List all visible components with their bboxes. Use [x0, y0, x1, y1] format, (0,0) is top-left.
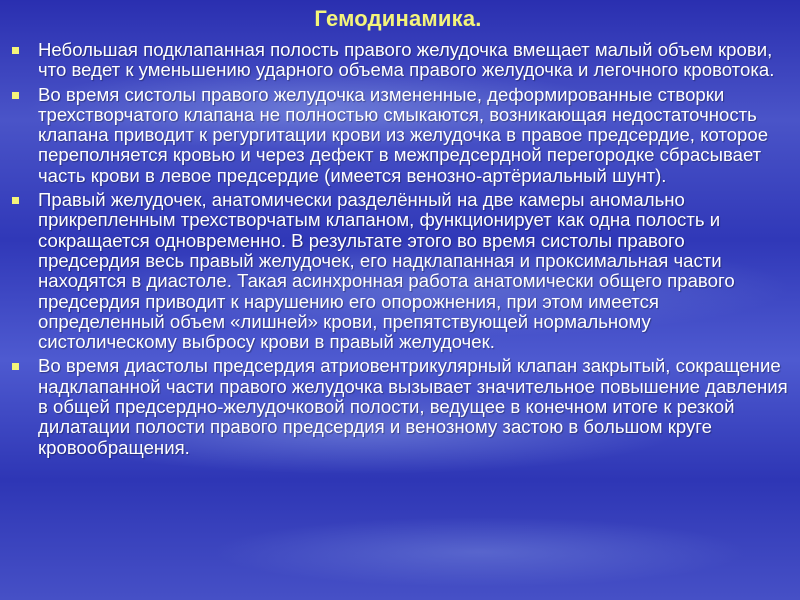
- bullet-text: Правый желудочек, анатомически разделённый на две камеры аномально прикрепленным трехстворчатым клапаном, функционирует как одна полость и сокращается одновременно. В результате этого во время систолы правого предсердия весь правый желудочек, его надклапанная и проксимальная части находятся в диастоле. Такая асинхронная работа анатомически общего правого предсердия приводит к нарушению его опорожнения, при этом имеется определенный объем «лишней» крови, препятствующей нормальному систолическому выбросу крови в правый желудочек.: [38, 189, 735, 353]
- bullet-item: [8, 190, 790, 352]
- slide-title: Гемодинамика.: [314, 6, 482, 31]
- bullet-item: [8, 356, 790, 457]
- bullet-text: Небольшая подклапанная полость правого желудочка вмещает малый объем крови, что ведет к уменьшению ударного объема правого желудочка и легочного кровотока.: [38, 39, 775, 81]
- square-bullet-icon: [12, 47, 19, 54]
- bullet-item: [8, 40, 790, 81]
- bullet-text: Во время систолы правого желудочка измененные, деформированные створки трехстворчатого клапана не полностью смыкаются, возникающая недостаточность клапана приводит к регургитации крови из желудочка в правое предсердие, которое переполняется кровью и через дефект в межпредсердной перегородке сбрасывает часть крови в левое предсердие (имеется венозно-артёриальный шунт).: [38, 83, 769, 186]
- bullet-item: [8, 85, 790, 186]
- bullet-list: [8, 40, 790, 462]
- square-bullet-icon: [12, 363, 19, 370]
- square-bullet-icon: [12, 92, 19, 99]
- bullet-text: Во время диастолы предсердия атриовентрикулярный клапан закрытый, сокращение надклапанной части правого желудочка вызывает значительное повышение давления в общей предсердно-желудочковой полости, ведущее в конечном итоге к резкой дилатации полости правого предсердия и венозному застою в большом круге кровообращения.: [38, 355, 788, 458]
- square-bullet-icon: [12, 197, 19, 204]
